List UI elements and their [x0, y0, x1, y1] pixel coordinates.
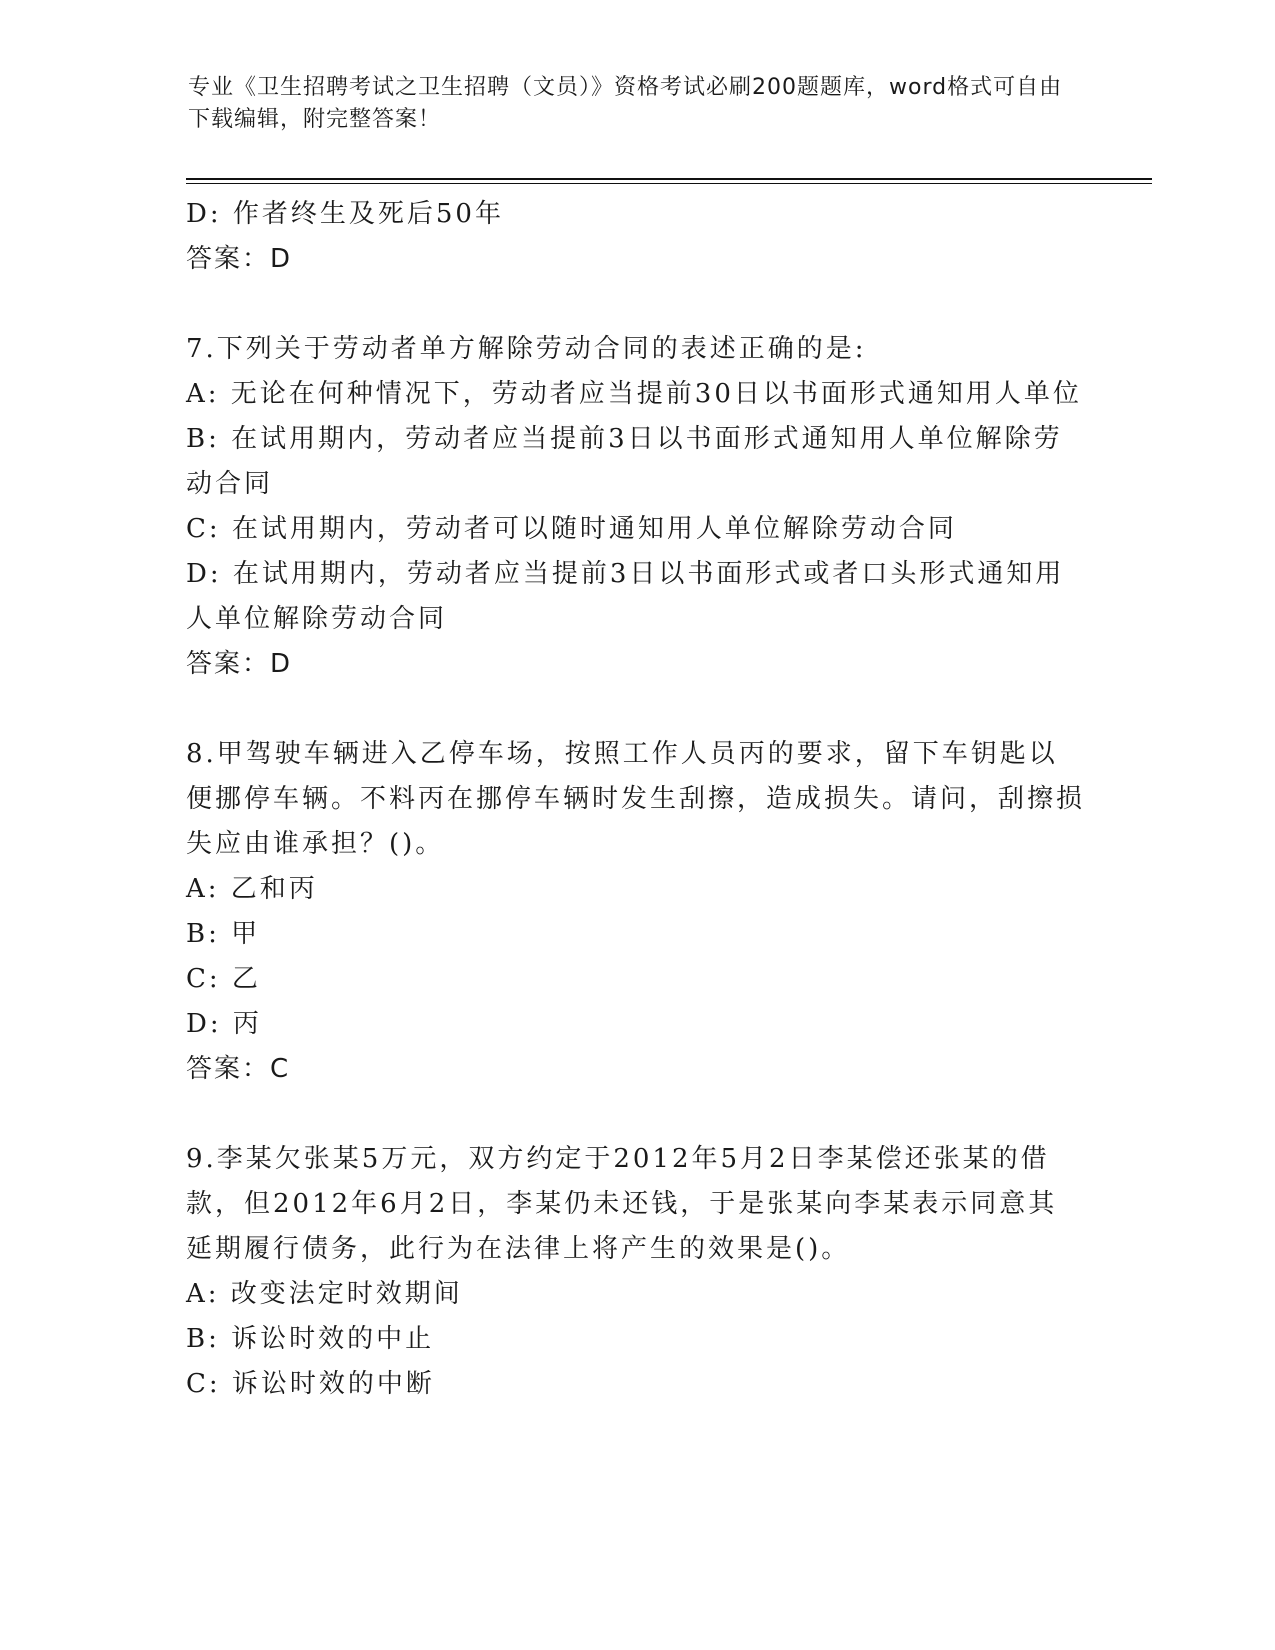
- header-text: 专业《卫生招聘考试之卫生招聘（文员）》资格考试必刷200题题库，word格式可自由下载编辑，附完整答案！: [188, 75, 1063, 132]
- question-stem: 7.下列关于劳动者单方解除劳动合同的表述正确的是:: [186, 334, 867, 364]
- question-7: [186, 327, 1086, 687]
- document-header: [188, 72, 1068, 136]
- answer: 答案：C: [186, 1054, 291, 1084]
- answer: 答案：D: [186, 649, 293, 679]
- option-c: C: 乙: [186, 964, 261, 994]
- option-b: B: 甲: [186, 919, 261, 949]
- option-a: A: 改变法定时效期间: [186, 1279, 463, 1309]
- option-b: B: 诉讼时效的中止: [186, 1324, 435, 1354]
- question-stem: 9.李某欠张某5万元，双方约定于2012年5月2日李某偿还张某的借款，但2012年6月2日，李某仍未还钱，于是张某向李某表示同意其延期履行债务，此行为在法律上将产生的效果是()。: [186, 1144, 1058, 1264]
- question-8: [186, 732, 1086, 1092]
- option-b: B: 在试用期内，劳动者应当提前3日以书面形式通知用人单位解除劳动合同: [186, 424, 1063, 499]
- header-rule-thick: [186, 178, 1152, 180]
- question-stem: 8.甲驾驶车辆进入乙停车场，按照工作人员丙的要求，留下车钥匙以便挪停车辆。不料丙在挪停车辆时发生刮擦，造成损失。请问，刮擦损失应由谁承担？()。: [186, 739, 1086, 859]
- spacer: [186, 1092, 1086, 1137]
- option-a: A: 乙和丙: [186, 874, 318, 904]
- option-c: C: 在试用期内，劳动者可以随时通知用人单位解除劳动合同: [186, 514, 957, 544]
- prev-answer: 答案：D: [186, 244, 293, 274]
- prev-option-d: D: 作者终生及死后50年: [186, 199, 504, 229]
- header-rule-thin: [186, 183, 1152, 184]
- option-a: A: 无论在何种情况下，劳动者应当提前30日以书面形式通知用人单位: [186, 379, 1082, 409]
- option-d: D: 丙: [186, 1009, 262, 1039]
- question-9: [186, 1137, 1086, 1407]
- spacer: [186, 282, 1086, 327]
- option-d: D: 在试用期内，劳动者应当提前3日以书面形式或者口头形式通知用人单位解除劳动合同: [186, 559, 1065, 634]
- question-content: [186, 192, 1086, 1407]
- option-c: C: 诉讼时效的中断: [186, 1369, 435, 1399]
- spacer: [186, 687, 1086, 732]
